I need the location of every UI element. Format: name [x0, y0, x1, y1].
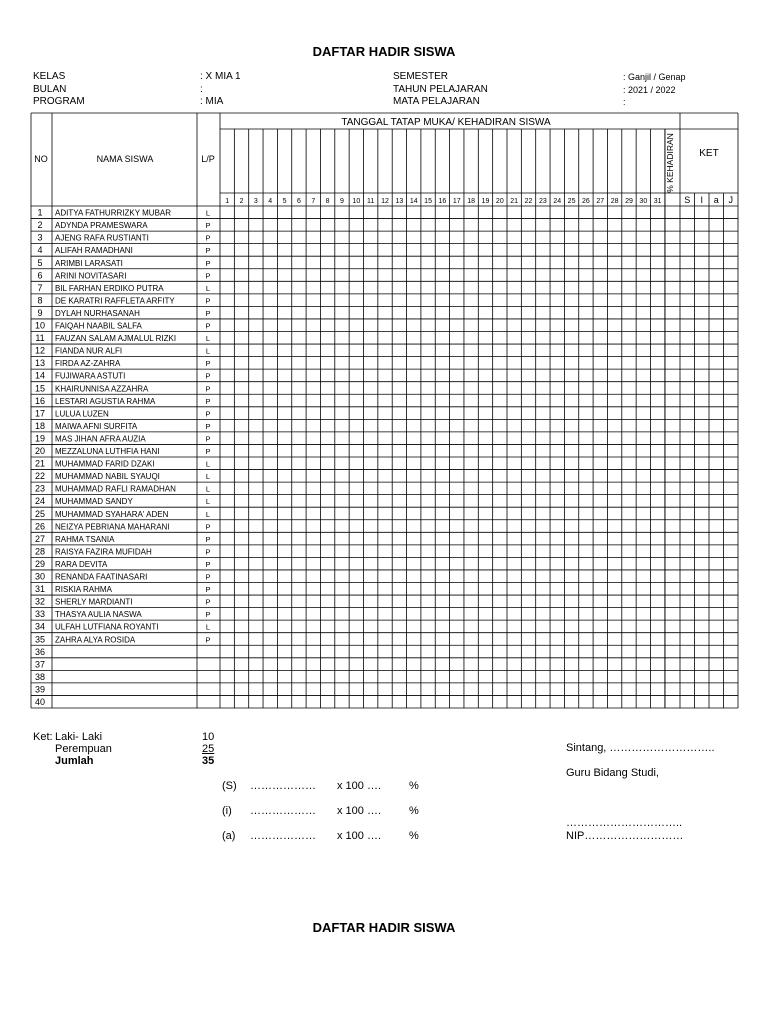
- date-col-label: 17: [452, 198, 461, 205]
- date-col-label: 29: [625, 198, 633, 205]
- row-no: 33: [34, 609, 46, 620]
- row-no: 11: [35, 333, 45, 344]
- row-no: 21: [34, 458, 46, 469]
- meta-value-program: : MIA: [200, 96, 224, 107]
- meta-value-mapel: :: [623, 97, 626, 107]
- date-col-label: 7: [311, 198, 316, 205]
- meta-value-bulan: :: [200, 83, 203, 95]
- row-name: ZAHRA ALYA ROSIDA: [55, 635, 136, 645]
- formula-s-pct: %: [409, 780, 419, 792]
- meta-label-tahun: TAHUN PELAJARAN: [393, 83, 488, 95]
- row-name: RENANDA FAATINASARI: [55, 572, 148, 582]
- row-lp: P: [205, 559, 211, 569]
- row-lp: P: [205, 233, 211, 243]
- row-lp: P: [205, 271, 211, 281]
- formula-s-code: (S): [222, 780, 237, 792]
- perempuan-label: Perempuan: [55, 743, 112, 755]
- date-col-label: 24: [553, 198, 562, 205]
- row-name: RAISYA FAZIRA MUFIDAH: [55, 547, 152, 557]
- meta-label-bulan: BULAN: [33, 83, 67, 95]
- date-col-label: 8: [325, 198, 330, 205]
- row-no: 14: [34, 370, 46, 381]
- row-name: THASYA AULIA NASWA: [55, 610, 142, 620]
- laki-label: Laki- Laki: [55, 731, 103, 743]
- row-no: 2: [37, 220, 43, 231]
- row-no: 13: [34, 358, 46, 369]
- date-col-label: 16: [438, 198, 447, 205]
- row-no: 24: [34, 496, 46, 507]
- row-name: MAIWA AFNI SURFITA: [55, 421, 138, 431]
- row-name: ADITYA FATHURRIZKY MUBAR: [55, 208, 172, 218]
- date-col-label: 23: [538, 198, 547, 205]
- row-name: LULUA LUZEN: [55, 409, 109, 419]
- sintang-line: Sintang, ………………………..: [566, 742, 715, 754]
- row-name: MUHAMMAD NABIL SYAUQI: [55, 472, 160, 482]
- row-name: RAHMA TSANIA: [55, 534, 115, 544]
- jumlah-label: Jumlah: [55, 755, 94, 767]
- ket-label: Ket:: [33, 731, 53, 743]
- ket-sub-label: J: [728, 195, 733, 205]
- formula-i-dots: ………………: [250, 805, 316, 817]
- row-no: 40: [34, 697, 46, 707]
- row-name: NEIZYA PEBRIANA MAHARANI: [55, 522, 170, 532]
- row-no: 39: [34, 684, 46, 695]
- ket-sub-label: a: [713, 195, 719, 205]
- row-name: FIRDA AZ-ZAHRA: [55, 359, 121, 369]
- row-name: ALIFAH RAMADHANI: [55, 246, 133, 256]
- row-no: 20: [34, 446, 46, 456]
- row-no: 27: [34, 533, 46, 544]
- row-no: 1: [37, 207, 43, 218]
- row-no: 12: [34, 345, 46, 356]
- ket-sub-label: I: [700, 195, 704, 205]
- row-lp: P: [205, 321, 211, 331]
- meta-label-semester: SEMESTER: [393, 71, 449, 82]
- row-lp: P: [205, 409, 211, 419]
- row-lp: P: [205, 296, 211, 306]
- row-lp: L: [205, 497, 211, 507]
- row-no: 28: [34, 546, 46, 557]
- col-ket-header: KET: [699, 148, 719, 159]
- date-col-label: 4: [268, 198, 273, 205]
- date-col-label: 13: [395, 198, 404, 205]
- meta-label-mapel: MATA PELAJARAN: [393, 96, 480, 107]
- row-name: SHERLY MARDIANTI: [55, 597, 133, 607]
- row-no: 31: [34, 584, 46, 595]
- date-col-label: 12: [381, 198, 389, 205]
- row-lp: L: [205, 622, 211, 632]
- row-no: 6: [37, 270, 43, 281]
- formula-s-times: x 100 ….: [337, 780, 382, 792]
- row-name: ULFAH LUTFIANA ROYANTI: [55, 622, 159, 632]
- date-col-label: 10: [352, 198, 361, 205]
- row-no: 7: [37, 282, 43, 293]
- row-lp: P: [205, 421, 211, 431]
- date-col-label: 25: [567, 198, 576, 205]
- date-col-label: 3: [253, 198, 258, 205]
- formula-s-dots: ………………: [250, 780, 316, 792]
- row-lp: P: [205, 597, 211, 607]
- formula-i-code: (i): [222, 805, 232, 817]
- row-name: MAS JIHAN AFRA AUZIA: [55, 434, 146, 444]
- col-dates-header: TANGGAL TATAP MUKA/ KEHADIRAN SISWA: [341, 117, 551, 128]
- col-name-header: NAMA SISWA: [96, 154, 154, 164]
- formula-i-pct: %: [409, 805, 419, 817]
- row-lp: P: [205, 396, 211, 406]
- formula-a-times: x 100 ….: [337, 830, 382, 842]
- date-col-label: 1: [225, 198, 230, 205]
- row-name: FAUZAN SALAM AJMALUL RIZKI: [55, 334, 177, 344]
- date-col-label: 11: [367, 198, 375, 205]
- row-name: MUHAMMAD SYAHARA' ADEN: [55, 509, 169, 519]
- row-name: DE KARATRI RAFFLETA ARFITY: [55, 296, 175, 306]
- formula-a-code: (a): [222, 830, 236, 842]
- row-lp: L: [205, 472, 211, 482]
- row-lp: P: [205, 534, 211, 544]
- row-no: 16: [34, 395, 46, 406]
- row-lp: P: [205, 572, 211, 582]
- row-no: 5: [37, 257, 43, 268]
- row-lp: L: [205, 459, 211, 469]
- formula-a-dots: ………………: [250, 830, 316, 842]
- row-lp: P: [205, 371, 211, 381]
- row-lp: P: [205, 359, 211, 369]
- row-name: MUHAMMAD RAFLI RAMADHAN: [55, 484, 176, 494]
- row-no: 19: [34, 433, 46, 444]
- row-lp: L: [205, 208, 211, 218]
- row-name: ADYNDA PRAMESWARA: [55, 221, 148, 231]
- meta-label-kelas: KELAS: [33, 71, 66, 82]
- formula-a-pct: %: [409, 830, 419, 842]
- row-name: KHAIRUNNISA AZZAHRA: [55, 384, 149, 394]
- date-col-label: 20: [495, 198, 504, 205]
- row-name: FIANDA NUR ALFI: [55, 346, 123, 356]
- row-lp: P: [205, 308, 211, 318]
- date-col-label: 15: [424, 198, 432, 205]
- row-no: 10: [34, 320, 46, 331]
- row-no: 4: [37, 245, 43, 256]
- date-col-label: 27: [596, 198, 605, 205]
- formula-i-times: x 100 ….: [337, 805, 382, 817]
- signature-line: …………………………..: [566, 817, 683, 829]
- ket-sub-label: S: [684, 195, 691, 205]
- date-col-label: 19: [481, 198, 490, 205]
- row-lp: L: [205, 509, 211, 519]
- row-name: MUHAMMAD FARID DZAKI: [55, 459, 155, 469]
- date-col-label: 6: [296, 198, 301, 205]
- row-name: DYLAH NURHASANAH: [55, 308, 140, 318]
- laki-value: 10: [202, 731, 215, 743]
- row-lp: P: [205, 434, 211, 444]
- date-col-label: 21: [510, 198, 519, 205]
- date-col-label: 14: [409, 198, 418, 205]
- row-lp: L: [205, 346, 211, 356]
- row-name: FAIQAH NAABIL SALFA: [55, 321, 142, 331]
- row-no: 22: [34, 471, 46, 482]
- row-lp: P: [205, 610, 211, 620]
- row-no: 26: [34, 521, 46, 532]
- row-name: FUJIWARA ASTUTI: [55, 371, 126, 381]
- row-lp: L: [205, 484, 211, 494]
- row-lp: P: [205, 258, 211, 268]
- row-no: 23: [34, 483, 46, 494]
- date-col-label: 28: [610, 198, 619, 205]
- row-no: 34: [34, 621, 46, 632]
- guru-label: Guru Bidang Studi,: [566, 767, 659, 779]
- col-pct-header: % KEHADIRAN: [665, 133, 675, 193]
- row-no: 8: [37, 295, 43, 306]
- row-no: 35: [34, 634, 46, 645]
- date-col-label: 5: [282, 198, 287, 205]
- row-no: 29: [34, 558, 46, 569]
- row-name: RISKIA RAHMA: [55, 585, 112, 595]
- row-lp: P: [205, 585, 211, 595]
- row-no: 32: [34, 596, 46, 607]
- date-col-label: 31: [653, 198, 662, 205]
- row-no: 37: [34, 659, 46, 670]
- row-lp: P: [205, 447, 211, 456]
- row-name: LESTARI AGUSTIA RAHMA: [55, 396, 156, 406]
- row-name: AJENG RAFA RUSTIANTI: [55, 233, 149, 243]
- row-no: 17: [34, 408, 46, 419]
- row-no: 30: [34, 571, 46, 582]
- meta-value-kelas: : X MIA 1: [200, 71, 241, 82]
- row-name: BIL FARHAN ERDIKO PUTRA: [55, 283, 164, 293]
- col-lp-header: L/P: [201, 154, 215, 164]
- row-lp: P: [205, 547, 211, 557]
- date-col-label: 9: [340, 198, 344, 205]
- nip-line: NIP………………………: [566, 830, 684, 842]
- row-lp: P: [205, 246, 211, 256]
- row-name: MEZZALUNA LUTHFIA HANI: [55, 447, 160, 456]
- row-lp: P: [205, 635, 211, 645]
- row-no: 38: [34, 671, 46, 682]
- meta-value-tahun: : 2021 / 2022: [623, 84, 676, 95]
- row-name: ARIMBI LARASATI: [55, 258, 123, 268]
- row-lp: L: [205, 283, 211, 293]
- row-name: RARA DEVITA: [55, 559, 108, 569]
- row-no: 15: [34, 383, 46, 394]
- row-lp: P: [205, 522, 211, 532]
- next-page-title: DAFTAR HADIR SISWA: [312, 920, 456, 935]
- meta-value-semester: : Ganjil / Genap: [623, 72, 686, 82]
- row-no: 3: [37, 232, 43, 243]
- row-lp: L: [205, 334, 211, 344]
- page-title: DAFTAR HADIR SISWA: [312, 44, 456, 59]
- row-no: 18: [34, 420, 46, 431]
- row-no: 36: [34, 646, 46, 657]
- date-col-label: 2: [239, 198, 244, 205]
- row-lp: P: [205, 221, 211, 231]
- row-no: 25: [34, 508, 46, 519]
- row-name: ARINI NOVITASARI: [55, 271, 127, 281]
- perempuan-value: 25: [202, 743, 215, 755]
- row-lp: P: [205, 384, 211, 394]
- col-no-header: NO: [34, 154, 48, 164]
- date-col-label: 30: [639, 198, 648, 205]
- date-col-label: 18: [467, 198, 476, 205]
- row-name: MUHAMMAD SANDY: [55, 497, 133, 507]
- meta-label-program: PROGRAM: [33, 96, 85, 107]
- date-col-label: 22: [524, 198, 533, 205]
- date-col-label: 26: [582, 198, 590, 205]
- jumlah-value: 35: [202, 755, 215, 767]
- row-no: 9: [37, 307, 43, 318]
